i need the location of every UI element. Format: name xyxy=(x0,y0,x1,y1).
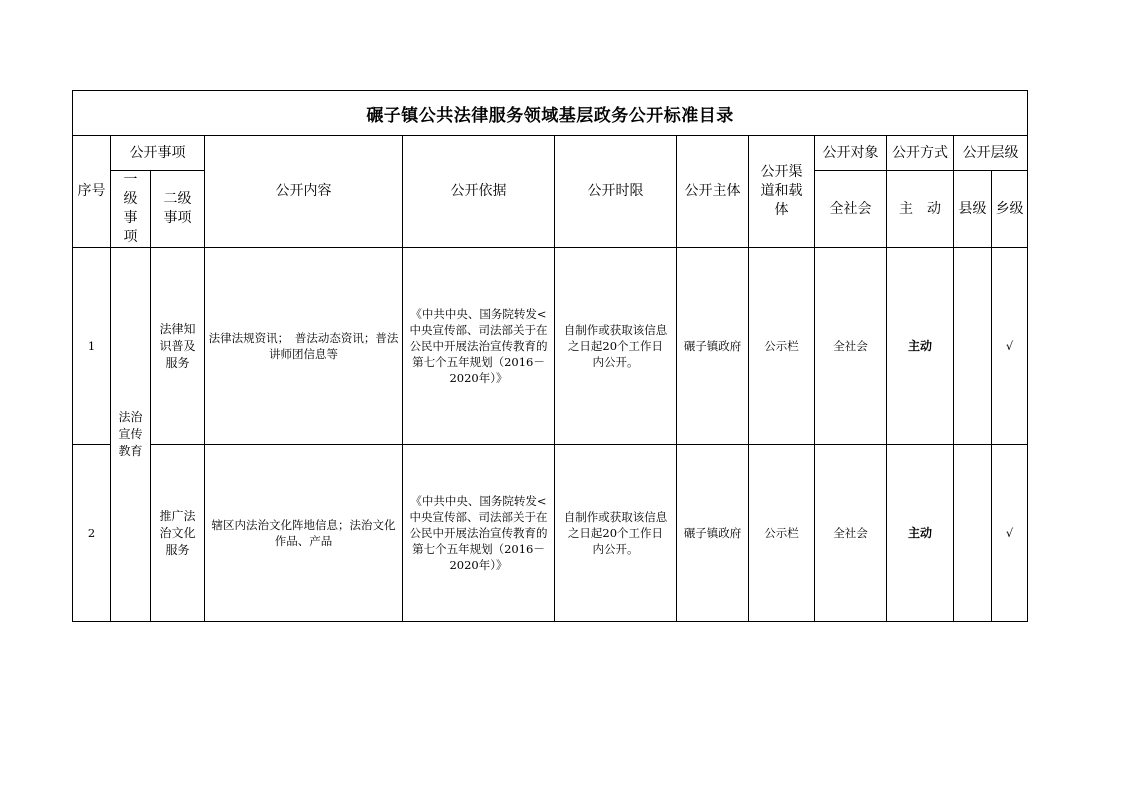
header-seq: 序号 xyxy=(73,136,111,248)
row-basis: 《中共中央、国务院转发<中央宣传部、司法部关于在公民中开展法治宣传教育的第七个五年规划（2016－2020年）》 xyxy=(403,445,555,622)
row-level2: 推广法治文化服务 xyxy=(151,445,205,622)
row-mode: 主动 xyxy=(887,248,954,445)
header-basis: 公开依据 xyxy=(403,136,555,248)
row-content: 辖区内法治文化阵地信息；法治文化作品、产品 xyxy=(205,445,403,622)
header-audience-value: 全社会 xyxy=(815,171,887,248)
header-matter: 公开事项 xyxy=(111,136,205,171)
header-tier: 公开层级 xyxy=(954,136,1028,171)
header-content: 公开内容 xyxy=(205,136,403,248)
header-level1: 一级事项 xyxy=(111,171,151,248)
row-time-limit: 自制作或获取该信息之日起20个工作日内公开。 xyxy=(555,248,677,445)
row-channel: 公示栏 xyxy=(749,248,815,445)
row-content: 法律法规资讯； 普法动态资讯；普法讲师团信息等 xyxy=(205,248,403,445)
disclosure-catalog-table xyxy=(72,90,1028,622)
row-level2: 法律知识普及服务 xyxy=(151,248,205,445)
row-township: √ xyxy=(992,248,1028,445)
row-seq: 1 xyxy=(73,248,111,445)
table-row xyxy=(73,248,1028,445)
header-township: 乡级 xyxy=(992,171,1028,248)
row-basis: 《中共中央、国务院转发<中央宣传部、司法部关于在公民中开展法治宣传教育的第七个五年规划（2016－2020年）》 xyxy=(403,248,555,445)
row-subject: 碾子镇政府 xyxy=(677,445,749,622)
row-audience: 全社会 xyxy=(815,445,887,622)
header-mode-value: 主 动 xyxy=(887,171,954,248)
header-subject: 公开主体 xyxy=(677,136,749,248)
header-level2: 二级事项 xyxy=(151,171,205,248)
row-audience: 全社会 xyxy=(815,248,887,445)
header-county: 县级 xyxy=(954,171,992,248)
table-row xyxy=(73,445,1028,622)
row-time-limit: 自制作或获取该信息之日起20个工作日内公开。 xyxy=(555,445,677,622)
row-subject: 碾子镇政府 xyxy=(677,248,749,445)
header-mode: 公开方式 xyxy=(887,136,954,171)
row-level1: 法治宣传教育 xyxy=(111,248,151,622)
page-title: 碾子镇公共法律服务领域基层政务公开标准目录 xyxy=(73,91,1028,136)
row-seq: 2 xyxy=(73,445,111,622)
header-time-limit: 公开时限 xyxy=(555,136,677,248)
row-county xyxy=(954,248,992,445)
header-audience: 公开对象 xyxy=(815,136,887,171)
row-mode: 主动 xyxy=(887,445,954,622)
row-channel: 公示栏 xyxy=(749,445,815,622)
row-county xyxy=(954,445,992,622)
row-township: √ xyxy=(992,445,1028,622)
header-channel: 公开渠道和载体 xyxy=(749,136,815,248)
